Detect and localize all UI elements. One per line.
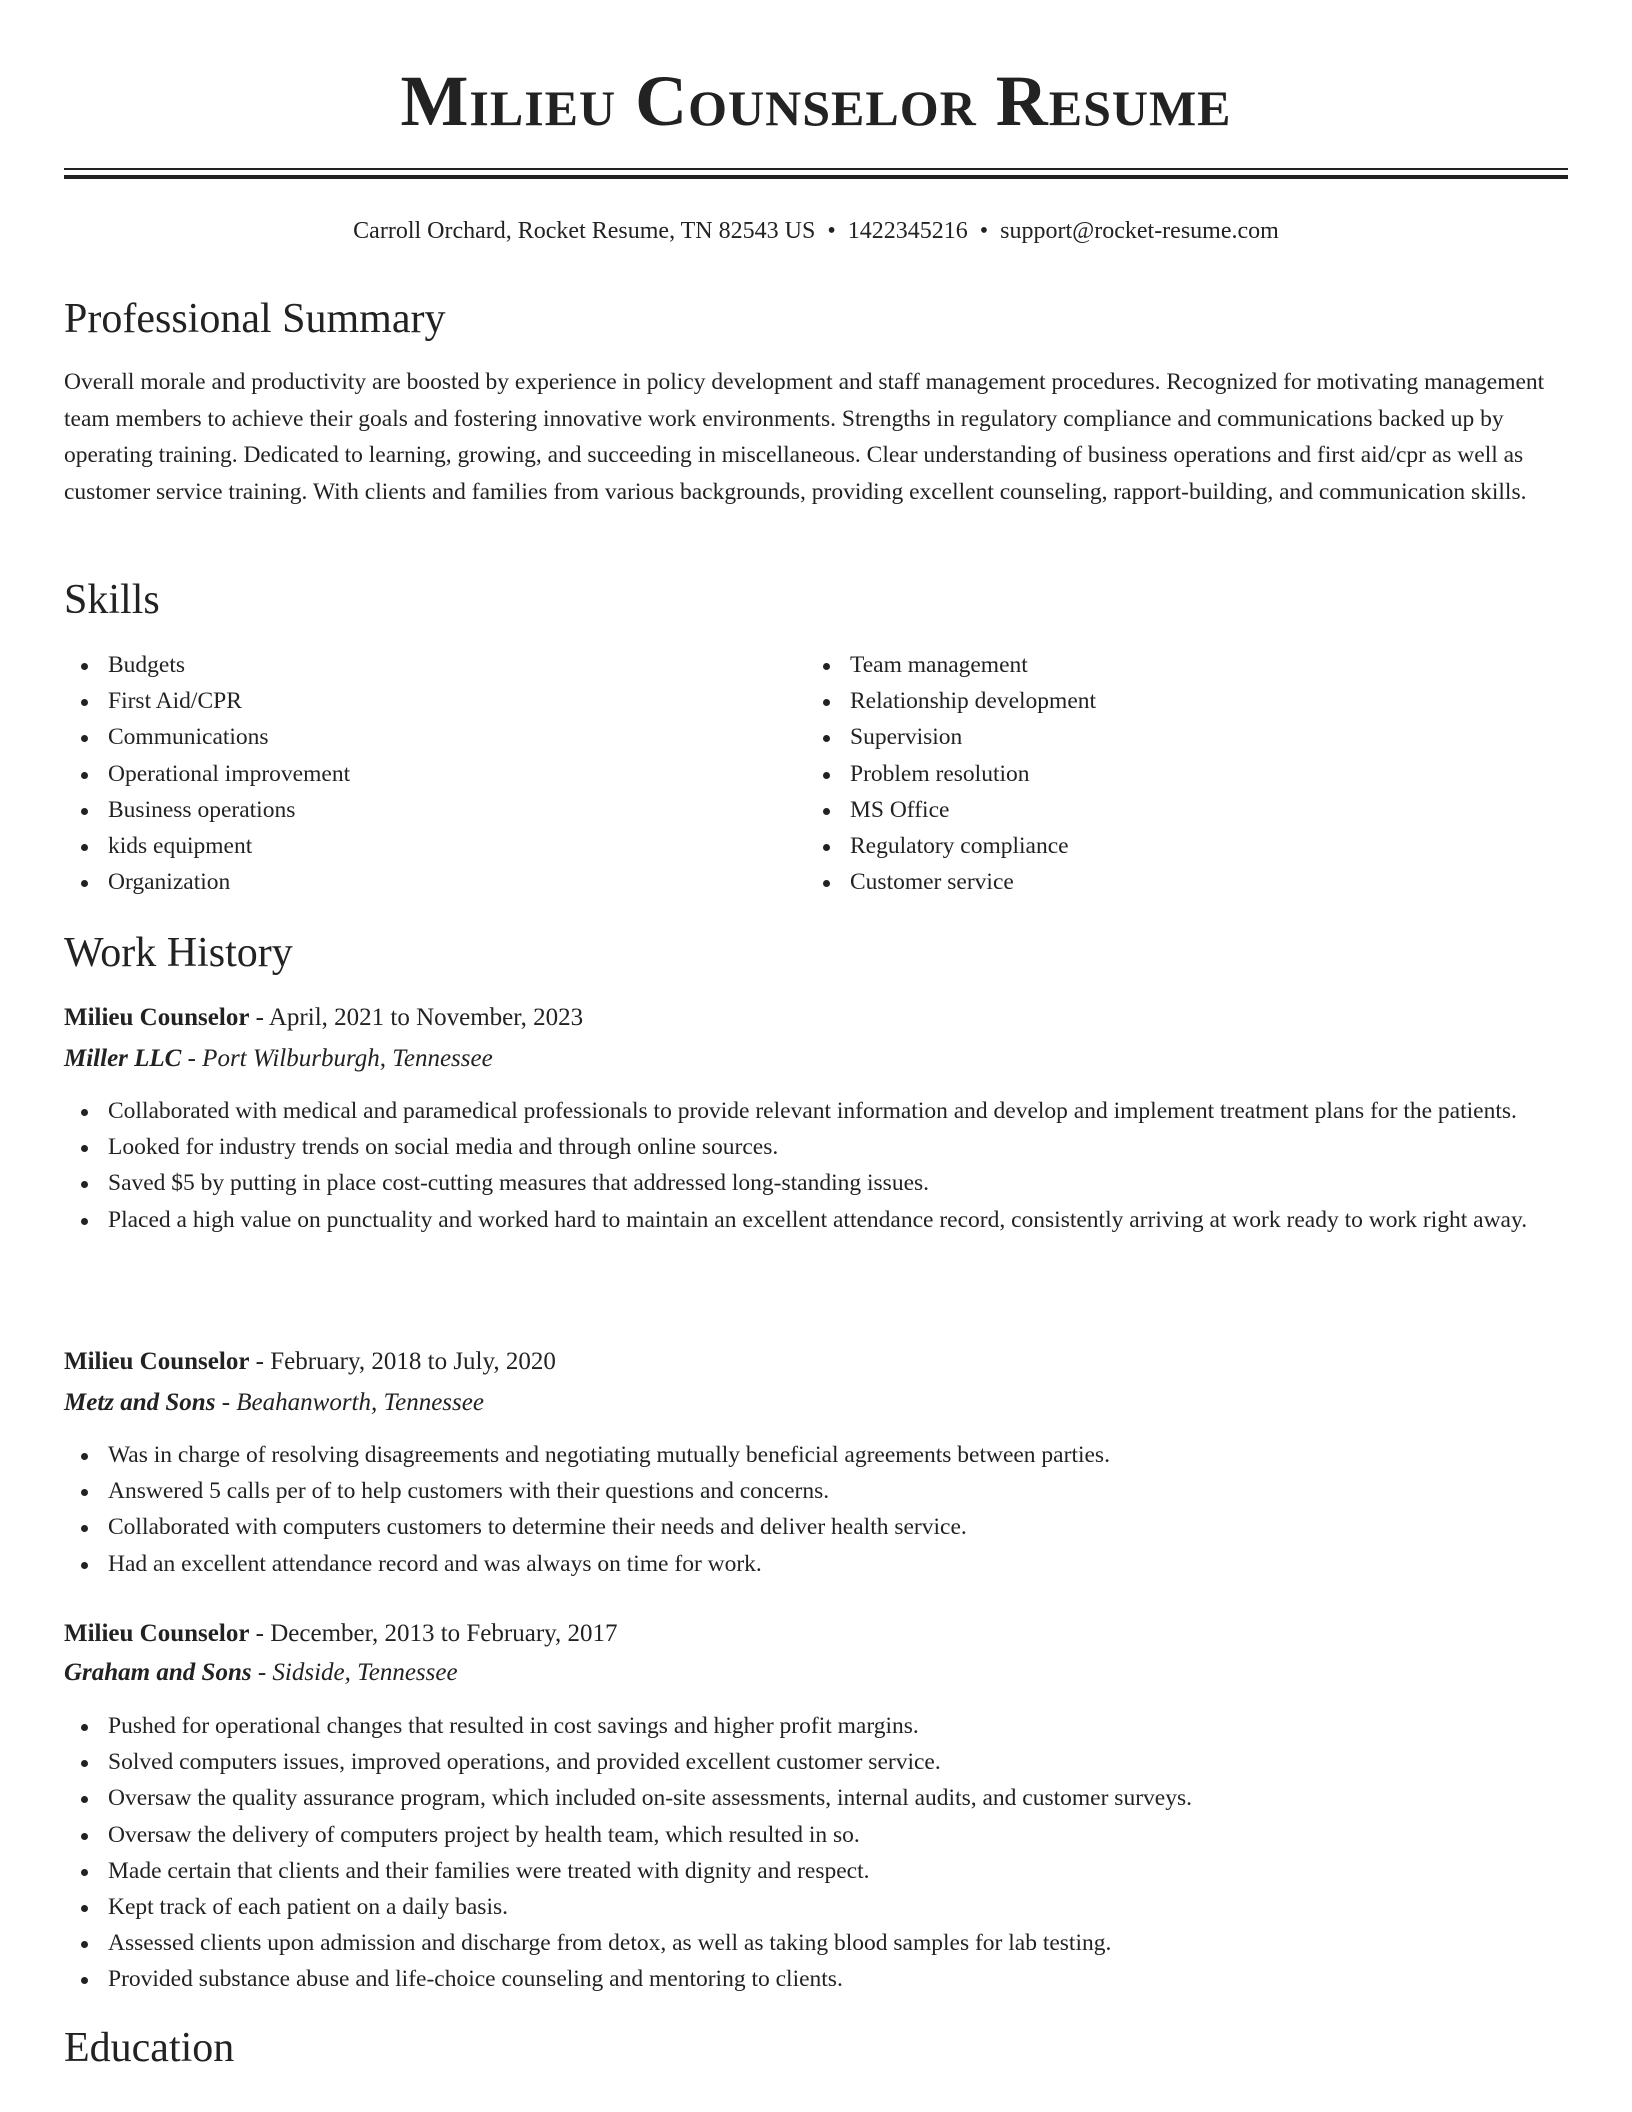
job-responsibilities — [64, 1708, 1568, 1998]
skill-item: Operational improvement — [64, 756, 764, 792]
employer-name: Miller LLC — [64, 1045, 182, 1072]
title-divider-thick — [64, 175, 1568, 179]
responsibility-item: Saved $5 by putting in place cost-cutting measures that addressed long-standing issues. — [64, 1165, 1568, 1201]
contact-separator: • — [979, 218, 989, 244]
responsibility-item: Provided substance abuse and life-choice counseling and mentoring to clients. — [64, 1961, 1568, 1997]
contact-address: Carroll Orchard, Rocket Resume, TN 82543 US — [353, 218, 816, 244]
responsibility-item: Looked for industry trends on social media and through online sources. — [64, 1129, 1568, 1165]
employer-line — [64, 1384, 484, 1422]
responsibility-item: Kept track of each patient on a daily basis. — [64, 1889, 1568, 1925]
responsibility-item: Collaborated with medical and paramedical professionals to provide relevant information and develop and implement treatment plans for the patients. — [64, 1093, 1568, 1129]
skill-item: MS Office — [806, 792, 1506, 828]
responsibility-item: Placed a high value on punctuality and worked hard to maintain an excellent attendance record, consistently arriving at work ready to work right away. — [64, 1202, 1568, 1238]
skill-item: Relationship development — [806, 683, 1506, 719]
responsibility-item: Assessed clients upon admission and discharge from detox, as well as taking blood samples for lab testing. — [64, 1925, 1568, 1961]
job-title-line — [64, 999, 583, 1037]
skill-item: Team management — [806, 647, 1506, 683]
skills-list-left — [64, 647, 764, 900]
skill-item: First Aid/CPR — [64, 683, 764, 719]
responsibility-item: Oversaw the delivery of computers project by health team, which resulted in so. — [64, 1817, 1568, 1853]
job-title: Milieu Counselor — [64, 1004, 250, 1031]
job-responsibilities — [64, 1437, 1568, 1582]
employer-location: - Beahanworth, Tennessee — [221, 1389, 484, 1416]
contact-phone: 1422345216 — [847, 218, 968, 244]
skill-item: Customer service — [806, 864, 1506, 900]
skill-item: Business operations — [64, 792, 764, 828]
education-heading: Education — [64, 2025, 235, 2071]
employer-line — [64, 1040, 493, 1078]
responsibility-item: Solved computers issues, improved operations, and provided excellent customer service. — [64, 1744, 1568, 1780]
title-divider-thin — [64, 168, 1568, 170]
job-title-line — [64, 1615, 618, 1653]
skill-item: Communications — [64, 719, 764, 755]
employer-name: Metz and Sons — [64, 1389, 216, 1416]
summary-heading: Professional Summary — [64, 296, 446, 342]
responsibility-item: Pushed for operational changes that resulted in cost savings and higher profit margins. — [64, 1708, 1568, 1744]
responsibility-item: Collaborated with computers customers to determine their needs and deliver health service. — [64, 1509, 1568, 1545]
responsibility-item: Was in charge of resolving disagreements and negotiating mutually beneficial agreements between parties. — [64, 1437, 1568, 1473]
skills-heading: Skills — [64, 577, 160, 623]
job-dates: - February, 2018 to July, 2020 — [255, 1348, 556, 1375]
employer-location: - Sidside, Tennessee — [257, 1659, 458, 1686]
employer-name: Graham and Sons — [64, 1659, 252, 1686]
skill-item: Problem resolution — [806, 756, 1506, 792]
skill-item: Organization — [64, 864, 764, 900]
contact-line — [0, 212, 1632, 250]
job-title: Milieu Counselor — [64, 1620, 250, 1647]
contact-separator: • — [827, 218, 836, 244]
job-dates: - December, 2013 to February, 2017 — [255, 1620, 618, 1647]
employer-location: - Port Wilburburgh, Tennessee — [187, 1045, 493, 1072]
summary-text: Overall morale and productivity are boosted by experience in policy development and staff management procedures. Recognized for motivating management team members to achieve their goals and fostering innovative work environments. Strengths in regulatory compliance and communications backed up by operating training. Dedicated to learning, growing, and succeeding in miscellaneous. Clear understanding of business operations and first aid/cpr as well as customer service training. With clients and families from various backgrounds, providing excellent counseling, rapport-building, and communication skills. — [64, 369, 1545, 505]
resume-title: Milieu Counselor Resume — [400, 61, 1232, 141]
skills-list-right — [806, 647, 1506, 900]
skill-item: Supervision — [806, 719, 1506, 755]
skill-item: kids equipment — [64, 828, 764, 864]
job-title: Milieu Counselor — [64, 1348, 250, 1375]
work-history-heading: Work History — [64, 930, 293, 976]
responsibility-item: Oversaw the quality assurance program, which included on-site assessments, internal audits, and customer surveys. — [64, 1780, 1568, 1816]
skill-item: Regulatory compliance — [806, 828, 1506, 864]
job-dates: - April, 2021 to November, 2023 — [255, 1004, 584, 1031]
skill-item: Budgets — [64, 647, 764, 683]
responsibility-item: Answered 5 calls per of to help customers with their questions and concerns. — [64, 1473, 1568, 1509]
employer-line — [64, 1654, 458, 1692]
responsibility-item: Had an excellent attendance record and was always on time for work. — [64, 1546, 1568, 1582]
job-title-line — [64, 1343, 556, 1381]
contact-email: support@rocket-resume.com — [1000, 218, 1279, 244]
responsibility-item: Made certain that clients and their families were treated with dignity and respect. — [64, 1853, 1568, 1889]
job-responsibilities — [64, 1093, 1568, 1238]
